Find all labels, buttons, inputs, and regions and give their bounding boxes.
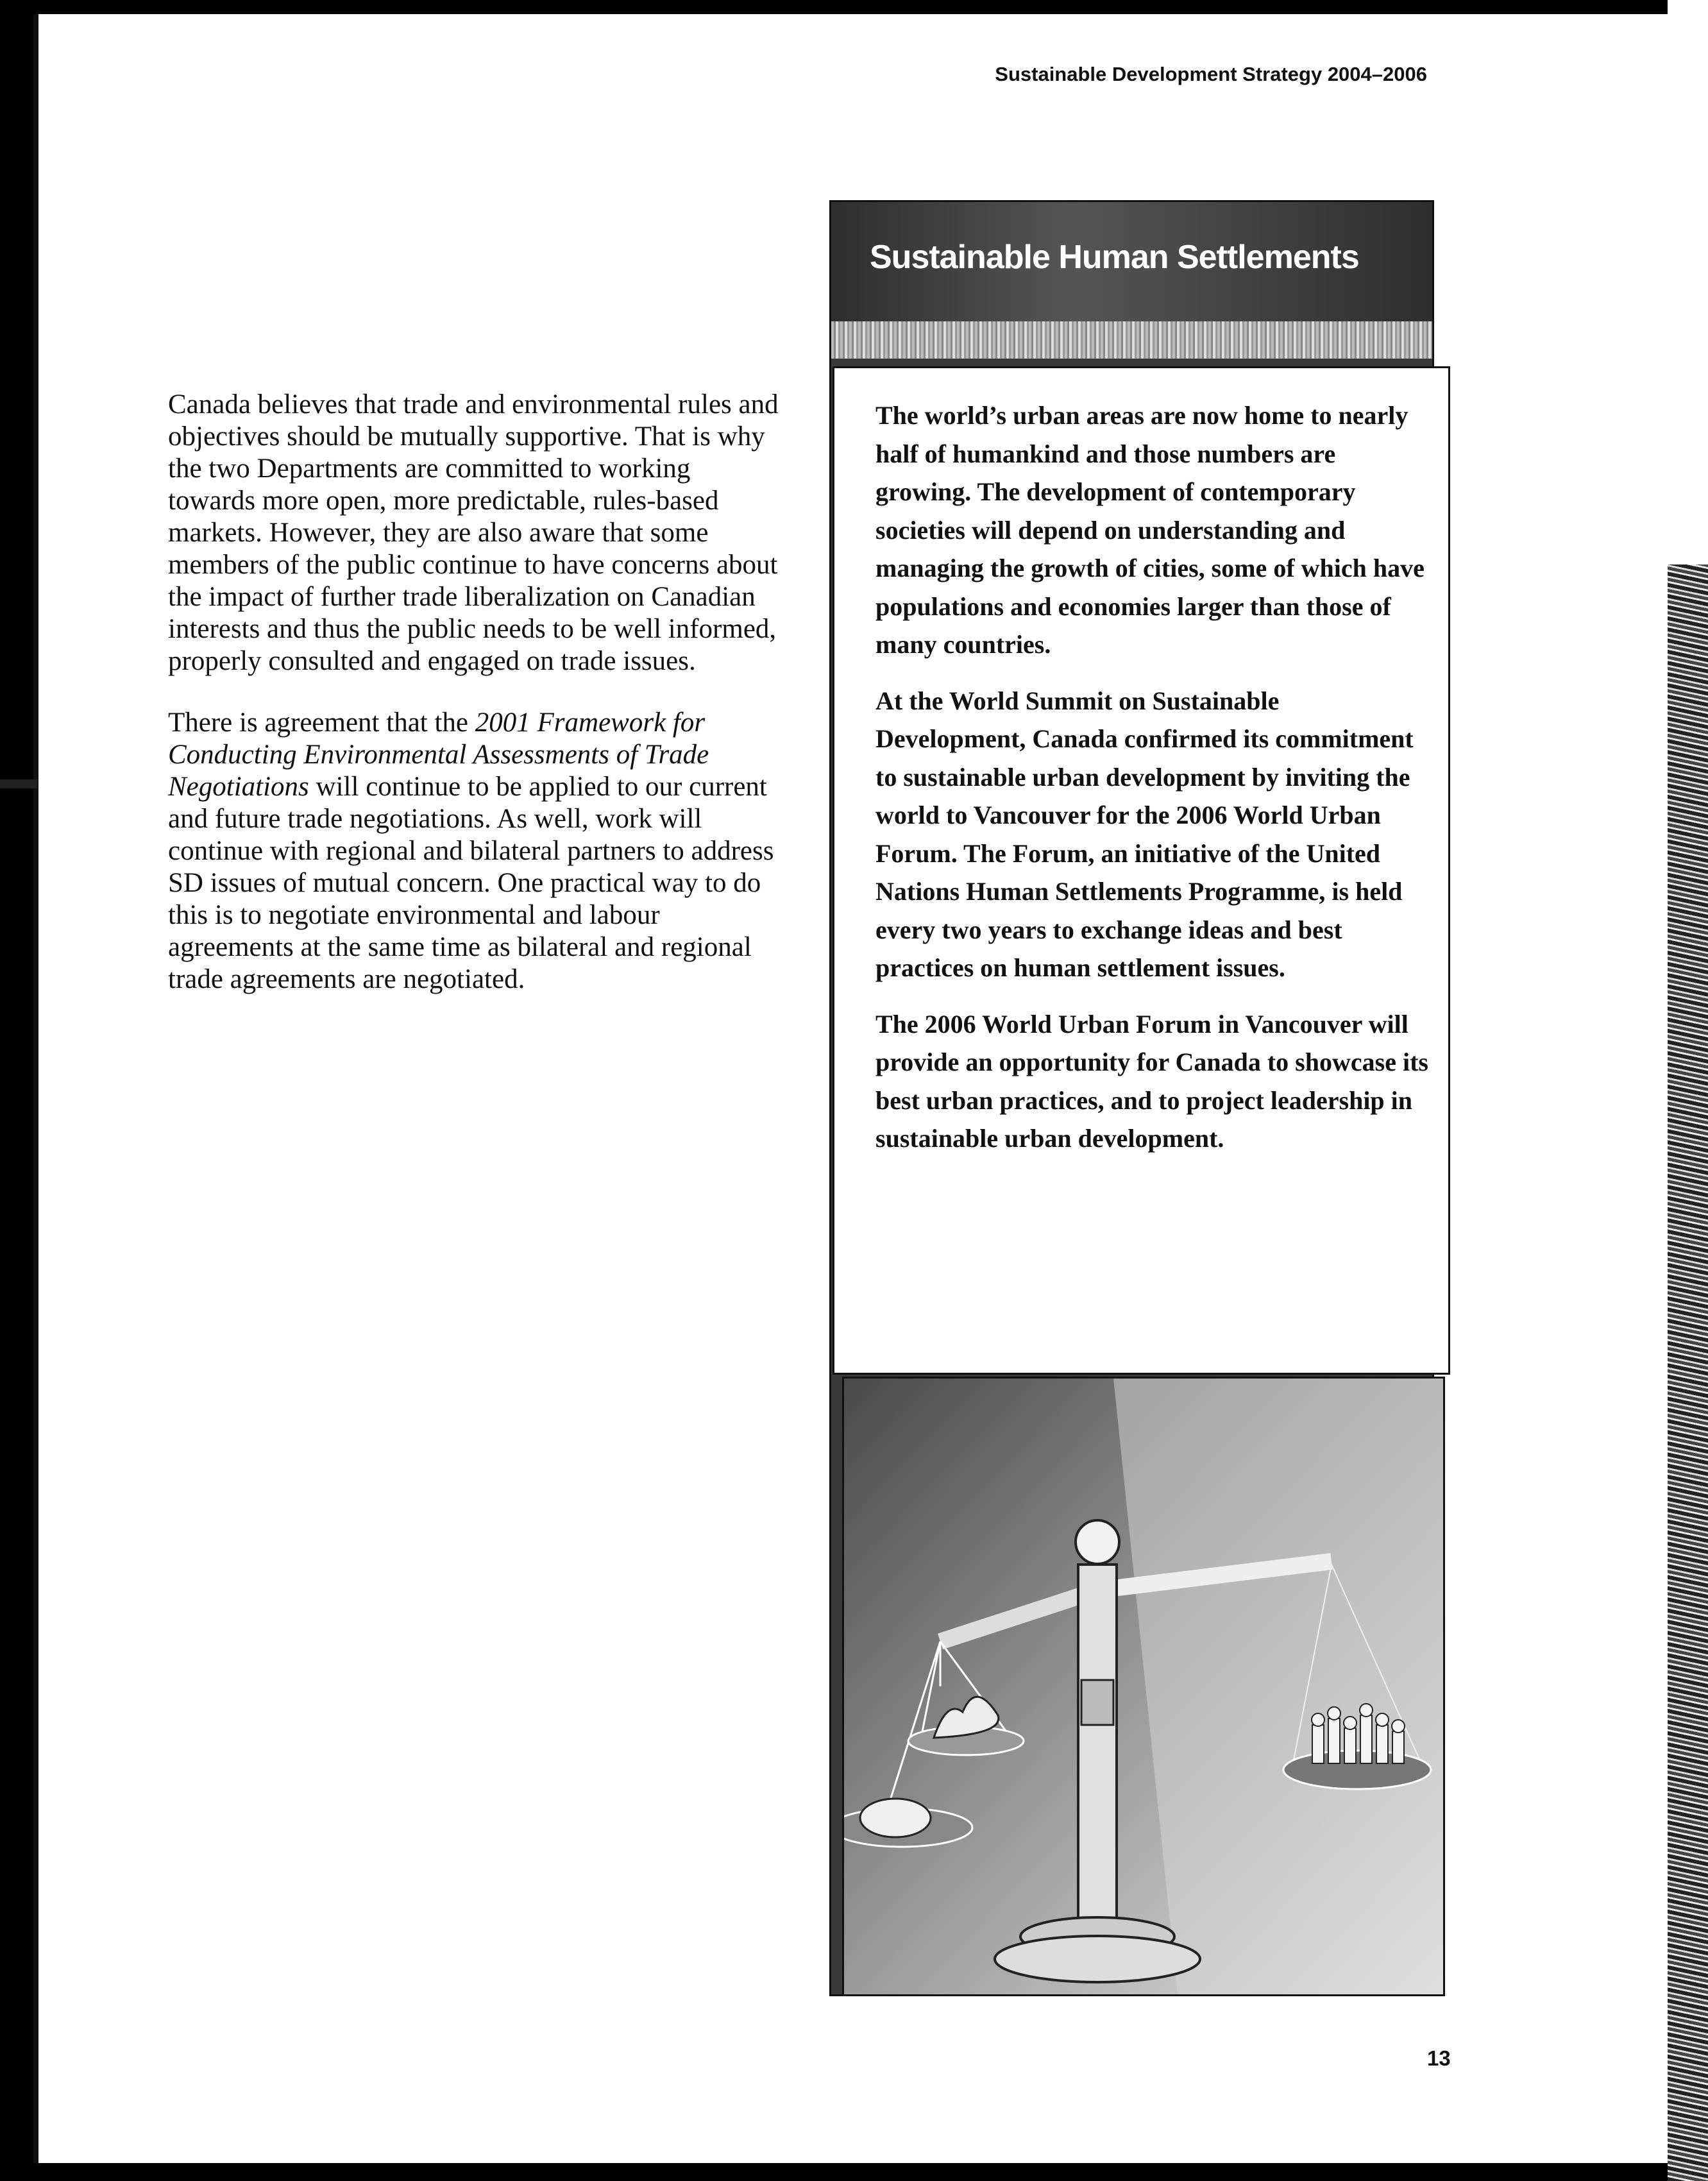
balance-scale-illustration (842, 1377, 1445, 1996)
sidebar-paragraph-2: At the World Summit on Sustainable Development, Canada confirmed its commitment to sustainable urban development by inviting the world to Vancouver for the 2006 World Urban Forum. The Forum, an initiative of the United Nations Human Settlements Programme, is held every two years to exchange ideas and best practices on human settlement issues. (875, 686, 1414, 982)
sidebar-texture-strip (831, 321, 1432, 359)
sidebar-banner (831, 202, 1432, 321)
paragraph-2-end: will continue to be applied to our current and future trade negotiations. As well, work will continue with regional and bilateral partners to address SD issues of mutual concern. One practical way to do this is to negotiate environmental and labour agreements at the same time as bilateral and regional trade agreements are negotiated. (168, 772, 774, 994)
sidebar-paragraph-1: The world’s urban areas are now home to nearly half of humankind and those numbers are growing. The development of contemporary societies will depend on understanding and managing the growth of cities, some of which have populations and economies larger than those of many countries. (875, 401, 1425, 659)
sidebar-title: Sustainable Human Settlements (870, 239, 1359, 276)
main-body-text (168, 389, 784, 1025)
framework-title: 2001 Framework for Conducting Environmental Assessments of Trade Negotiations (168, 708, 709, 802)
main-paragraph-1: Canada believes that trade and environmental rules and objectives should be mutually supportive. That is why the two Departments are committed to working towards more open, more predictable, rules-based markets. However, they are also aware that some members of the public continue to have concerns about the impact of further trade liberalization on Canadian interests and thus the public needs to be well informed, properly consulted and engaged on trade issues. (168, 389, 779, 676)
left-margin-mark (0, 779, 37, 788)
sidebar-text-box (833, 366, 1450, 1375)
running-header: Sustainable Development Strategy 2004–2006 (995, 63, 1427, 85)
paragraph-2-start: There is agreement that the (168, 708, 475, 738)
right-page-edge (1668, 0, 1708, 2181)
page-number: 13 (1427, 2046, 1451, 2070)
main-paragraph-2 (168, 707, 784, 996)
sidebar-paragraph-3: The 2006 World Urban Forum in Vancouver will provide an opportunity for Canada to showcase its best urban practices, and to project leadership in sustainable urban development. (875, 1009, 1428, 1153)
balance-scale-icon (844, 1379, 1443, 1994)
